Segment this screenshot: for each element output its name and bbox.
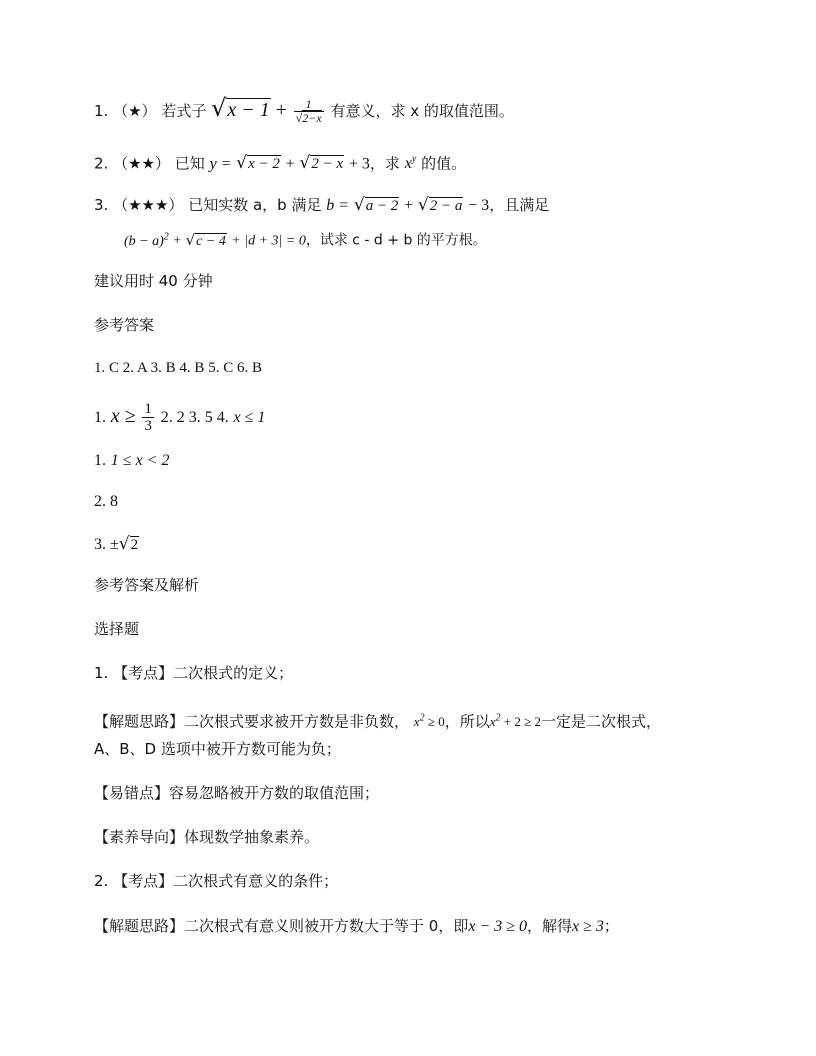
radical: √x − 2 [236,153,280,174]
question-number: 2. [94,154,109,173]
question-number: 3. [94,196,109,214]
math-expression: x ≤ 1 [233,409,266,426]
math-expression: + 3 [348,155,370,173]
math-expression: − 3 [468,197,490,214]
question-text: 已知 [174,154,205,173]
question-3 [94,194,549,217]
question-text: ，求 [369,154,400,173]
analysis-text: ； [603,917,619,935]
radical: √2 − x [299,153,344,174]
answer-number: 3. ± [94,536,119,553]
analysis-text: 【解题思路】二次根式要求被开方数是非负数， [94,712,410,731]
math-expression: x ≥ 3 [572,918,604,935]
question-text: ，试求 c - d + b 的平方根。 [305,232,487,249]
analysis-1-topic: 1. 【考点】二次根式的定义； [94,664,294,682]
difficulty-stars: （★★★） [113,196,184,214]
analysis-1-approach-continued: A、B、D 选项中被开方数可能为负； [94,740,341,758]
radical: √2 [118,534,139,554]
math-expression: + |d + 3| = 0 [231,233,306,249]
analysis-2-topic: 2. 【考点】二次根式有意义的条件； [94,872,339,890]
math-expression: y = [209,155,232,173]
math-power: $x^y$ [404,154,417,173]
question-text: 若式子 [161,102,207,120]
subsection-title: 选择题 [94,620,140,638]
difficulty-stars: （★） [113,102,157,120]
fraction: $\frac{1}{3}$ [144,401,152,434]
math-operator: + [275,99,287,121]
question-text: ，且满足 [489,196,550,214]
section-title: 参考答案 [94,316,155,334]
analysis-text: 【解题思路】二次根式有意义则被开方数大于等于 0，即 [94,917,469,935]
math-expression: $(b - a)^2$ [124,231,169,249]
radical: √2 − a [417,195,463,215]
answer-number: 1. [94,452,106,469]
answer-text: 2. 2 3. 5 4. [160,409,229,426]
question-text: 有意义，求 x 的取值范围。 [330,102,514,120]
analysis-text: 一定是二次根式， [540,712,661,731]
question-text: 的值。 [421,154,467,173]
radical: √x − 1 [211,94,270,122]
question-text: 已知实数 a，b 满足 [188,196,322,214]
math-operator: + [173,233,182,249]
answer-choice-list: 1. C 2. A 3. B 4. B 5. C 6. B [94,360,262,376]
math-operator: + [404,197,414,214]
math-expression: x − 3 ≥ 0 [468,918,528,935]
math-expression: x ≥ [110,405,136,427]
question-2 [94,149,466,175]
answer-number: 1. [94,409,106,426]
radical: √c − 4 [185,230,226,249]
radical: √a − 2 [353,195,399,215]
math-expression: 1 ≤ x < 2 [110,452,170,469]
analysis-text: ，解得 [527,917,573,935]
answer-solution-1 [94,449,169,472]
analysis-text: ，所以 [444,712,490,731]
question-1 [94,94,514,125]
answer-fill-list [94,401,265,434]
answer-solution-3 [94,533,139,556]
math-expression: $x^2 + 2 \ge 2$ [489,713,541,730]
question-number: 1. [94,102,109,120]
math-operator: + [285,155,295,173]
math-expression: b = [326,197,350,214]
difficulty-stars: （★★） [113,154,170,173]
analysis-2-approach [94,915,619,938]
answer-solution-2: 2. 8 [94,493,118,510]
analysis-1-literacy: 【素养导向】体现数学抽象素养。 [94,828,320,846]
section-title: 参考答案及解析 [94,576,200,594]
fraction: $\frac{1}{√2-x}$ [295,97,322,125]
analysis-1-pitfall: 【易错点】容易忽略被开方数的取值范围； [94,784,380,802]
question-3-continued [124,226,487,253]
suggested-time: 建议用时 40 分钟 [94,272,213,290]
math-expression: $x^2 \ge 0$ [413,713,445,730]
analysis-1-approach [94,708,661,733]
